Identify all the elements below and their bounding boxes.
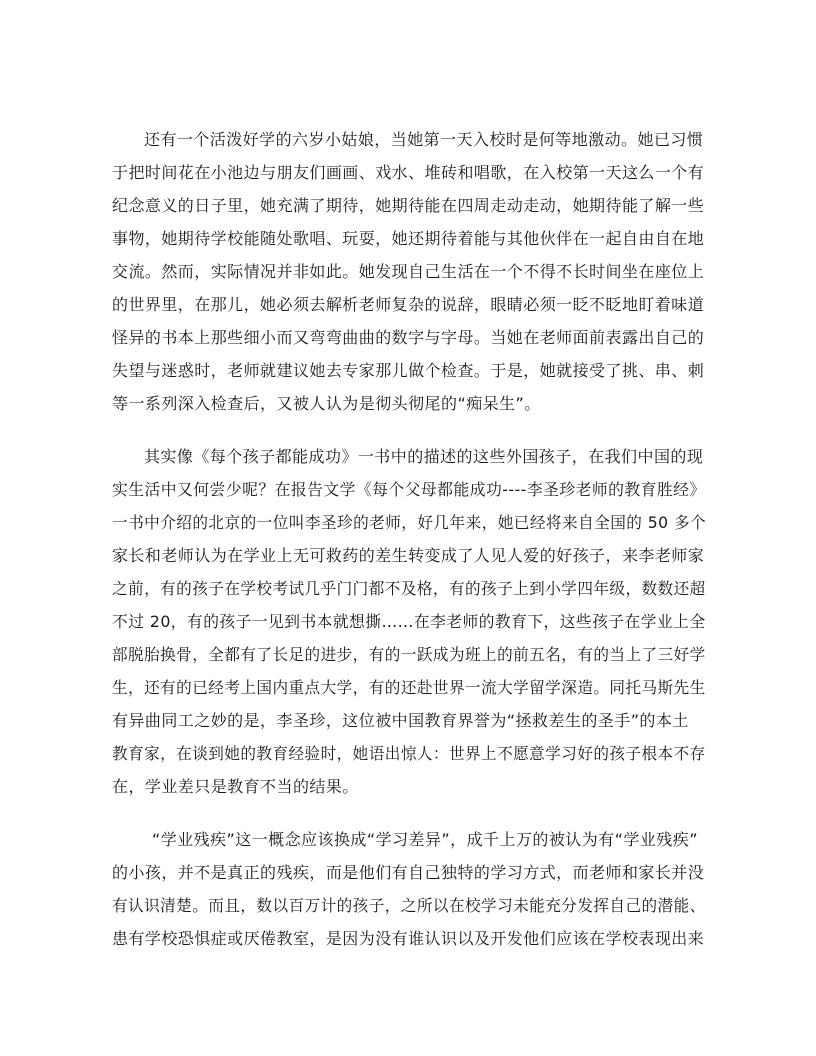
paragraph-line: 有异曲同工之妙的是，李圣珍，这位被中国教育界誉为“拯救差生的圣手”的本土 [112, 711, 689, 730]
paragraph-line: 患有学校恐惧症或厌倦教室，是因为没有谁认识以及开发他们应该在学校表现出来 [112, 929, 705, 948]
paragraph-line: 一书中介绍的北京的一位叫李圣珍的老师，好几年来，她已经将来自全国的 50 多个 [112, 513, 707, 532]
paragraph-line: 等一系列深入检查后，又被人认为是彻头彻尾的“痴呆生”。 [112, 394, 541, 413]
paragraph-line: 有认识清楚。而且，数以百万计的孩子，之所以在校学习未能充分发挥自己的潜能、 [112, 896, 706, 915]
paragraph-line: 家长和老师认为在学业上无可救药的差生转变成了人见人爱的好孩子，来李老师家 [112, 546, 705, 565]
paragraph-line: 不过 20，有的孩子一见到书本就想撕……在李老师的教育下，这些孩子在学业上全 [112, 612, 706, 631]
paragraph-line: 的世界里，在那儿，她必须去解析老师复杂的说辞，眼睛必须一眨不眨地盯着味道 [112, 295, 705, 314]
paragraph-line: 纪念意义的日子里，她充满了期待，她期待能在四周走动走动，她期待能了解一些 [112, 196, 705, 215]
paragraph-line: 事物，她期待学校能随处歌唱、玩耍，她还期待着能与其他伙伴在一起自由自在地 [112, 229, 705, 248]
paragraph-line: 交流。然而，实际情况并非如此。她发现自己生活在一个不得不长时间坐在座位上 [112, 262, 705, 281]
paragraph-line: 实生活中又何尝少呢？在报告文学《每个父母都能成功----李圣珍老师的教育胜经》 [112, 480, 706, 499]
paragraph-line: 其实像《每个孩子都能成功》一书中的描述的这些外国孩子，在我们中国的现 [144, 447, 704, 466]
paragraph-line: 的小孩，并不是真正的残疾，而是他们有自己独特的学习方式，而老师和家长并没 [112, 863, 705, 882]
paragraph-line: 之前，有的孩子在学校考试几乎门门都不及格，有的孩子上到小学四年级，数数还超 [112, 579, 706, 598]
paragraph-line: 在，学业差只是教育不当的结果。 [112, 777, 359, 796]
paragraph-line: “学业残疾”这一概念应该换成“学习差异”，成千上万的被认为有“学业残疾” [152, 830, 698, 849]
paragraph-line: 部脱胎换骨，全都有了长足的进步，有的一跃成为班上的前五名，有的当上了三好学 [112, 645, 706, 664]
paragraph-line: 生，还有的已经考上国内重点大学，有的还赴世界一流大学留学深造。同托马斯先生 [112, 678, 706, 697]
paragraph-line: 教育家，在谈到她的教育经验时，她语出惊人：世界上不愿意学习好的孩子根本不存 [112, 744, 706, 763]
paragraph-line: 怪异的书本上那些细小而又弯弯曲曲的数字与字母。当她在老师面前表露出自己的 [112, 328, 705, 347]
paragraph-line: 失望与迷惑时，老师就建议她去专家那儿做个检查。于是，她就接受了挑、串、刺 [112, 361, 705, 380]
paragraph-line: 于把时间花在小池边与朋友们画画、戏水、堆砖和唱歌，在入校第一天这么一个有 [112, 163, 705, 182]
paragraph-line: 还有一个活泼好学的六岁小姑娘，当她第一天入校时是何等地激动。她已习惯 [144, 130, 704, 149]
